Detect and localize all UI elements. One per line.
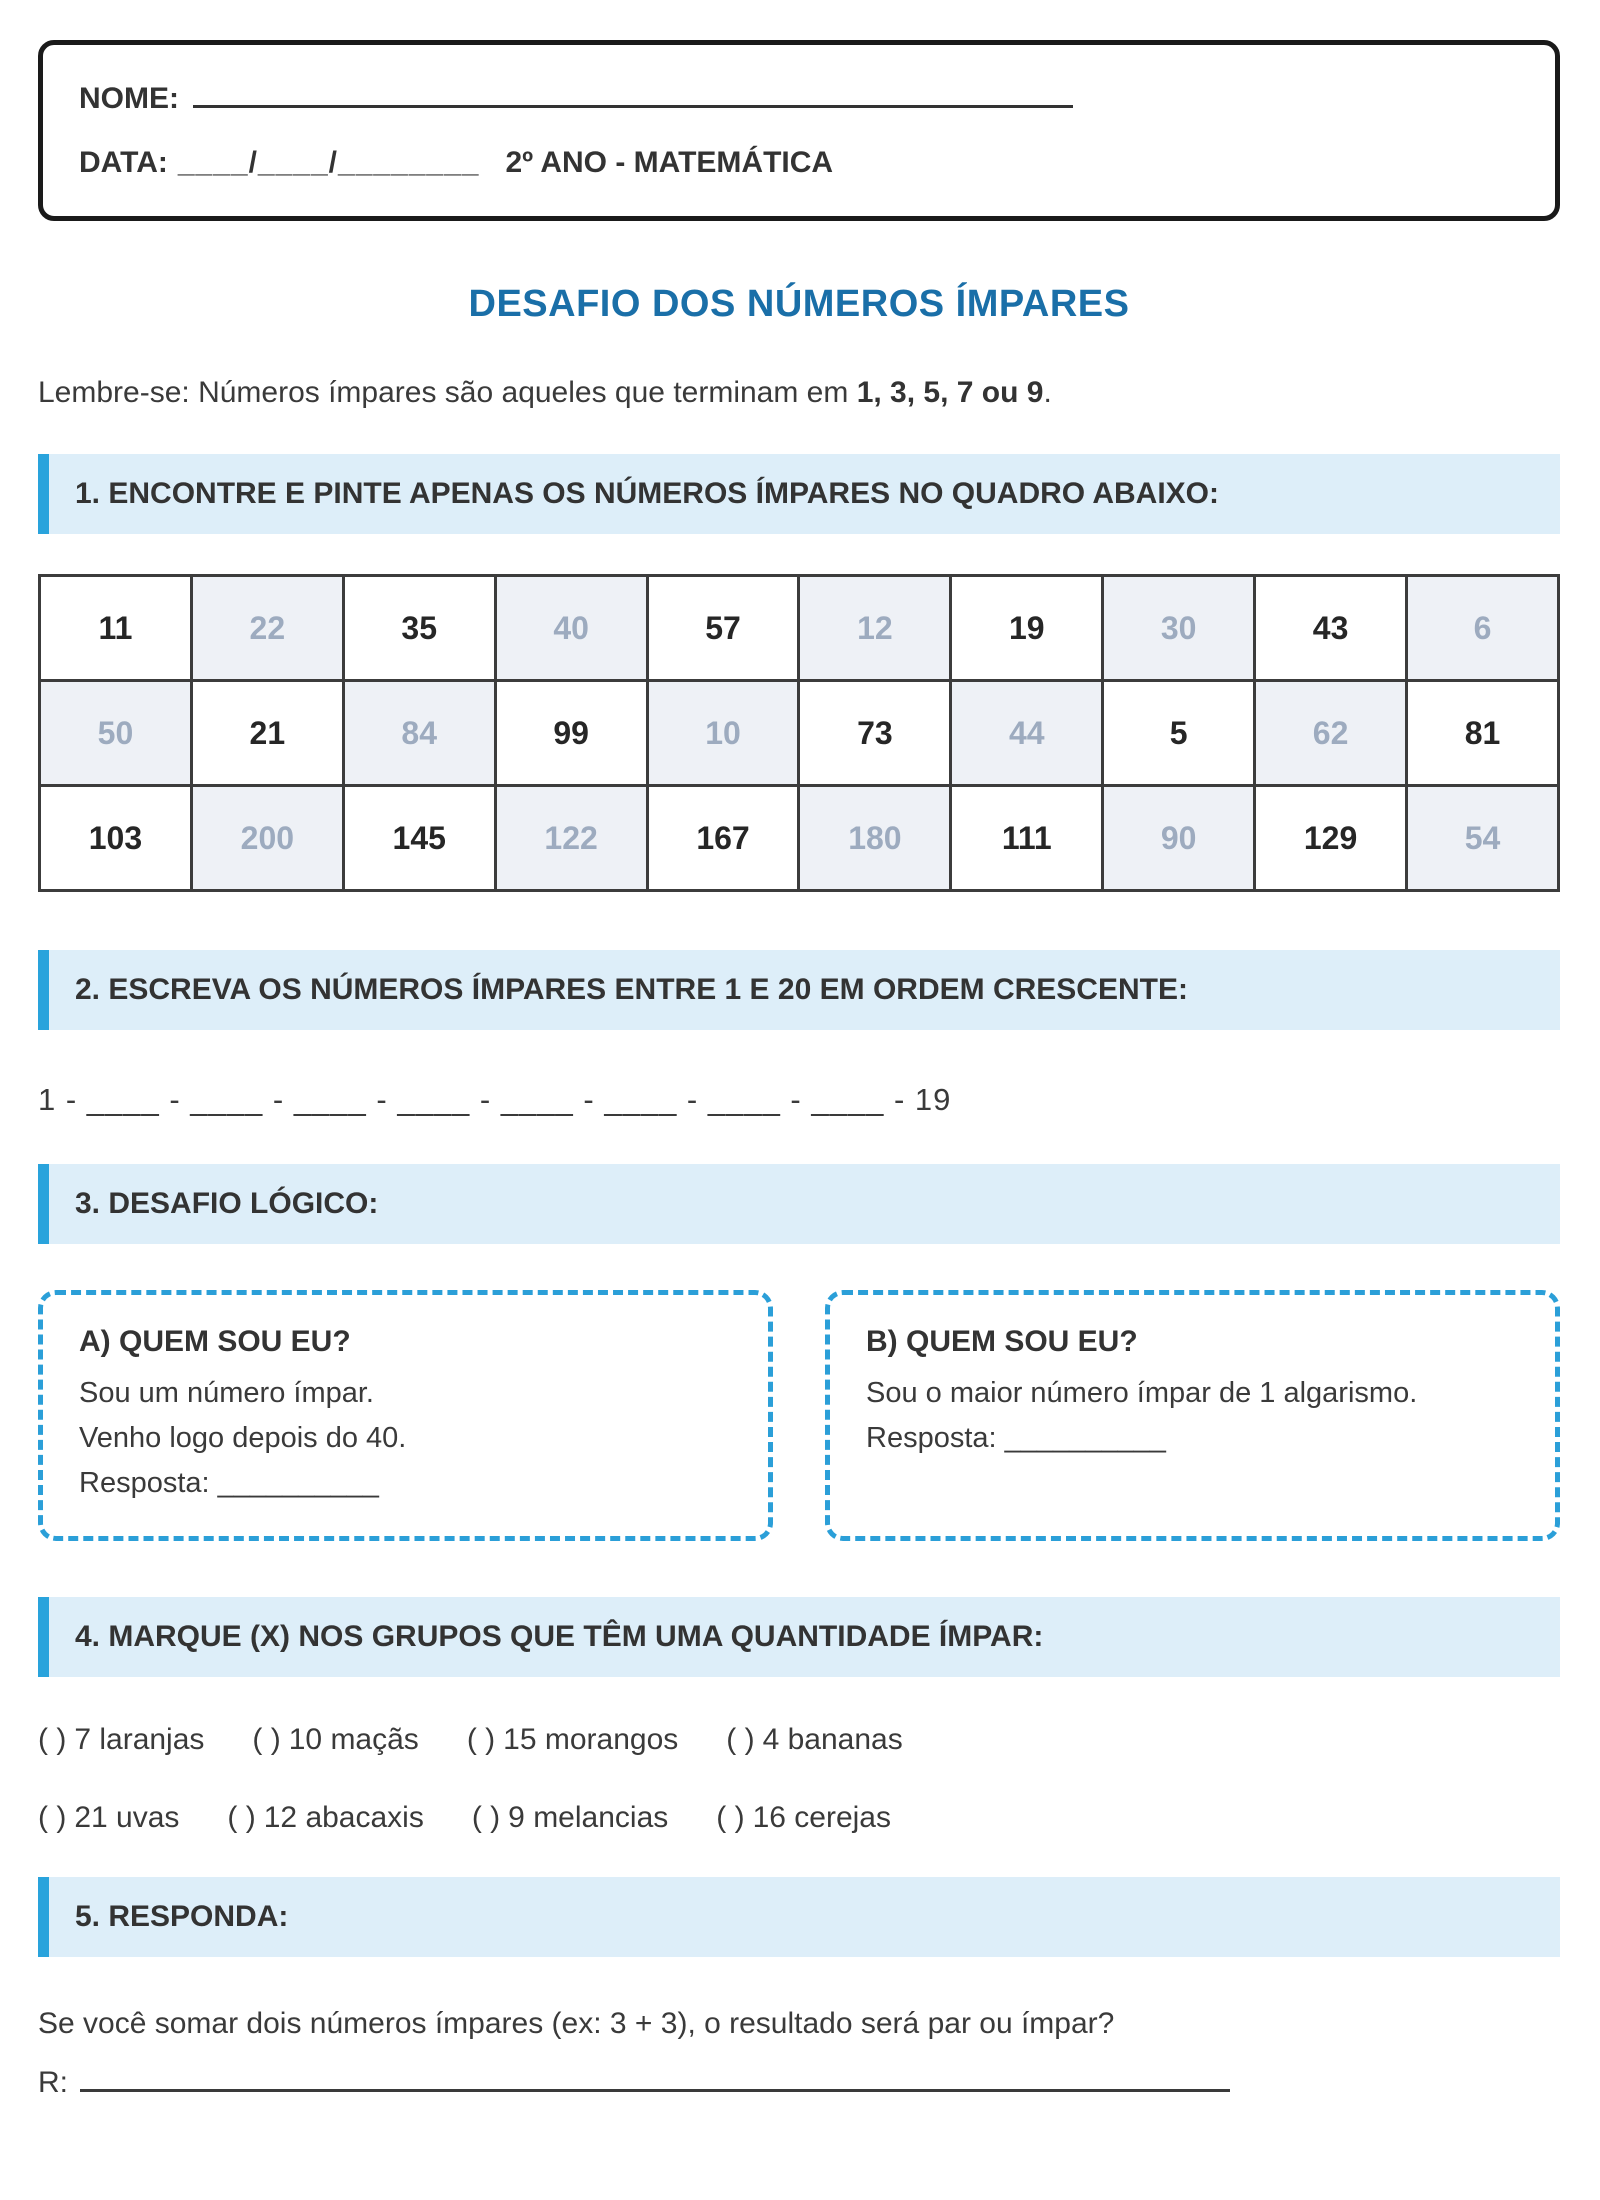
checkbox-parentheses[interactable]: ( )	[38, 1722, 67, 1756]
grid-cell[interactable]: 84	[343, 681, 495, 786]
group-item-label: 7 laranjas	[74, 1722, 205, 1756]
groups-line-2	[38, 1801, 1560, 1835]
reminder-normal: Lembre-se: Números ímpares são aqueles que terminam em	[38, 376, 857, 409]
section-2-heading: 2. ESCREVA OS NÚMEROS ÍMPARES ENTRE 1 E 20 EM ORDEM CRESCENTE:	[38, 950, 1560, 1030]
grid-cell[interactable]: 22	[191, 576, 343, 681]
checkbox-parentheses[interactable]: ( )	[227, 1800, 256, 1834]
riddle-b-title: B) QUEM SOU EU?	[866, 1325, 1138, 1358]
riddle-line: Sou o maior número ímpar de 1 algarismo.	[866, 1377, 1418, 1409]
riddle-line[interactable]: Resposta: __________	[79, 1466, 379, 1499]
grid-cell[interactable]: 30	[1103, 576, 1255, 681]
grid-cell[interactable]: 5	[1103, 681, 1255, 786]
group-item-label: 15 morangos	[503, 1722, 679, 1756]
grid-row	[40, 576, 1559, 681]
odd-sequence-fill-line[interactable]: 1 - ____ - ____ - ____ - ____ - ____ - ____ - ____ - ____ - 19	[38, 1082, 952, 1117]
group-item	[38, 1723, 204, 1757]
grade-subject-label: 2º ANO - MATEMÁTICA	[505, 146, 834, 179]
checkbox-parentheses[interactable]: ( )	[466, 1722, 496, 1756]
section-5-heading: 5. RESPONDA:	[38, 1877, 1560, 1957]
numbers-grid	[38, 574, 1560, 892]
answer-blank-line[interactable]	[80, 2061, 1230, 2092]
riddle-b-lines	[866, 1371, 1519, 1461]
grid-cell[interactable]: 43	[1255, 576, 1407, 681]
grid-cell[interactable]: 44	[951, 681, 1103, 786]
group-item	[38, 1801, 179, 1835]
date-blank-line[interactable]: ____/____/________	[177, 146, 480, 179]
grid-row	[40, 786, 1559, 891]
grid-cell[interactable]: 21	[191, 681, 343, 786]
grid-cell[interactable]: 90	[1103, 786, 1255, 891]
grid-cell[interactable]: 57	[647, 576, 799, 681]
riddle-boxes-row	[38, 1290, 1560, 1541]
grid-cell[interactable]: 54	[1407, 786, 1559, 891]
checkbox-parentheses[interactable]: ( )	[471, 1800, 501, 1834]
grid-cell[interactable]: 19	[951, 576, 1103, 681]
grid-cell[interactable]: 12	[799, 576, 951, 681]
grid-cell[interactable]: 73	[799, 681, 951, 786]
group-item	[472, 1801, 668, 1835]
grid-cell[interactable]: 35	[343, 576, 495, 681]
final-answer-row	[38, 2061, 1560, 2100]
riddle-line[interactable]: Resposta: __________	[866, 1421, 1166, 1454]
grid-cell[interactable]: 167	[647, 786, 799, 891]
page-title: DESAFIO DOS NÚMEROS ÍMPARES	[468, 283, 1130, 325]
grid-cell[interactable]: 50	[40, 681, 192, 786]
grid-cell[interactable]: 180	[799, 786, 951, 891]
group-item	[716, 1801, 891, 1835]
group-item-label: 9 melancias	[508, 1800, 669, 1834]
grid-cell[interactable]: 129	[1255, 786, 1407, 891]
grid-cell[interactable]: 103	[40, 786, 192, 891]
grid-cell[interactable]: 145	[343, 786, 495, 891]
grid-cell[interactable]: 81	[1407, 681, 1559, 786]
grid-cell[interactable]: 99	[495, 681, 647, 786]
grid-row	[40, 681, 1559, 786]
section-1-heading: 1. ENCONTRE E PINTE APENAS OS NÚMEROS ÍMPARES NO QUADRO ABAIXO:	[38, 454, 1560, 534]
reminder-period: .	[1043, 376, 1052, 409]
group-item	[227, 1801, 423, 1835]
grid-cell[interactable]: 111	[951, 786, 1103, 891]
grid-cell[interactable]: 62	[1255, 681, 1407, 786]
section-3-heading: 3. DESAFIO LÓGICO:	[38, 1164, 1560, 1244]
answer-label: R:	[38, 2065, 68, 2099]
riddle-a-lines	[79, 1371, 732, 1506]
name-blank-line[interactable]	[193, 75, 1073, 108]
riddle-line: Venho logo depois do 40.	[79, 1421, 407, 1454]
grid-cell[interactable]: 11	[40, 576, 192, 681]
section-4-heading: 4. MARQUE (X) NOS GRUPOS QUE TÊM UMA QUANTIDADE ÍMPAR:	[38, 1597, 1560, 1677]
name-label: NOME:	[79, 82, 179, 115]
groups-line-1	[38, 1723, 1560, 1757]
riddle-line: Sou um número ímpar.	[79, 1377, 374, 1409]
checkbox-parentheses[interactable]: ( )	[38, 1800, 67, 1834]
grid-cell[interactable]: 200	[191, 786, 343, 891]
name-row	[79, 75, 1517, 116]
group-item	[252, 1723, 418, 1757]
group-item-label: 10 maçãs	[288, 1722, 419, 1756]
grid-cell[interactable]: 122	[495, 786, 647, 891]
group-item	[467, 1723, 678, 1757]
grid-cell[interactable]: 40	[495, 576, 647, 681]
group-item-label: 12 abacaxis	[263, 1800, 424, 1834]
group-item-label: 16 cerejas	[752, 1800, 891, 1834]
group-item	[726, 1723, 902, 1757]
final-question-text: Se você somar dois números ímpares (ex: 3 + 3), o resultado será par ou ímpar?	[38, 2006, 1115, 2040]
reminder-bold-digits: 1, 3, 5, 7 ou 9	[856, 376, 1044, 409]
student-id-box	[38, 40, 1560, 221]
checkbox-parentheses[interactable]: ( )	[726, 1722, 755, 1756]
riddle-a-title: A) QUEM SOU EU?	[79, 1325, 351, 1358]
grid-cell[interactable]: 10	[647, 681, 799, 786]
riddle-box-a	[38, 1290, 773, 1541]
date-label: DATA:	[79, 146, 168, 179]
group-item-label: 21 uvas	[74, 1800, 180, 1834]
reminder-text	[38, 376, 1560, 410]
group-item-label: 4 bananas	[762, 1722, 903, 1756]
grid-cell[interactable]: 6	[1407, 576, 1559, 681]
checkbox-parentheses[interactable]: ( )	[716, 1800, 745, 1834]
riddle-box-b	[825, 1290, 1560, 1541]
date-row	[79, 146, 1517, 180]
checkbox-parentheses[interactable]: ( )	[252, 1722, 281, 1756]
